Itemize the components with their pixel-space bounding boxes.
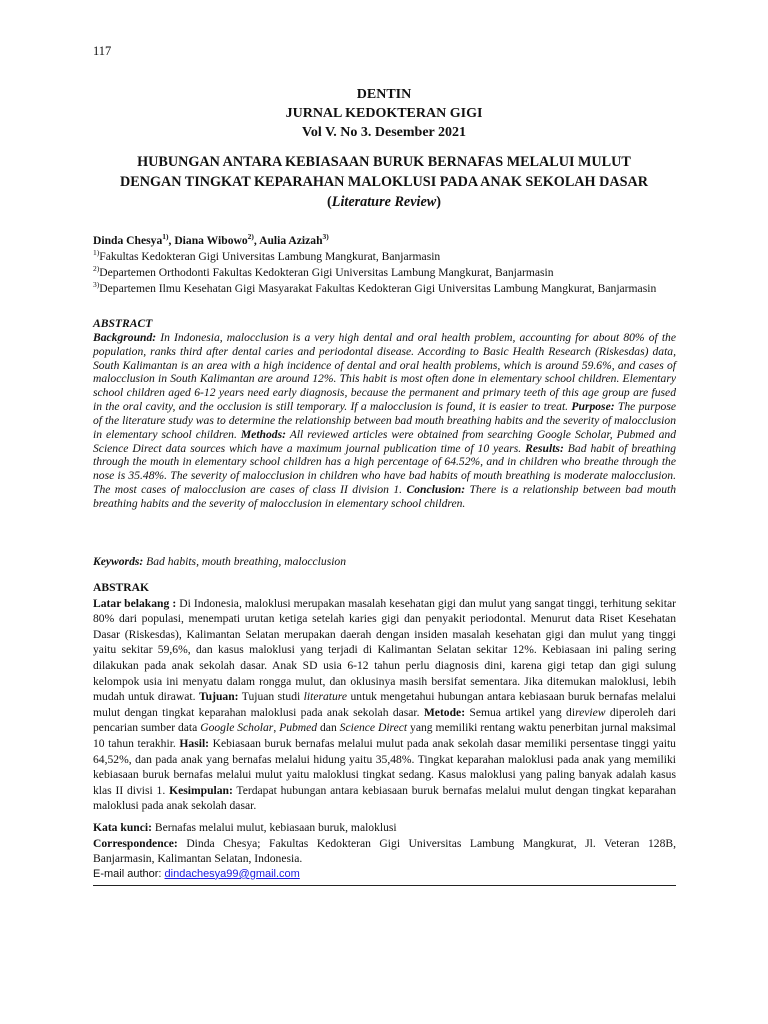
affiliation-2 [93,265,678,281]
affiliation-2-text: Departemen Orthodonti Fakultas Kedokteran Gigi Universitas Lambung Mangkurat, Banjarmasin [99,266,554,279]
metode-text-b: diperoleh dari pencarian sumber data [93,705,676,735]
journal-header [0,85,768,142]
email-link[interactable]: dindachesya99@gmail.com [164,867,300,880]
affiliation-3-text: Departemen Ilmu Kesehatan Gigi Masyarakat Fakultas Kedokteran Gigi Universitas Lambung Mangkurat, Banjarmasin [99,282,657,295]
kesimpulan-label: Kesimpulan: [169,783,233,797]
hasil-label: Hasil: [179,736,210,750]
purpose-text: The purpose of the literature study was to determine the relationship between bad mouth breathing habits and the severity of malocclusion in elementary school children. [93,400,676,441]
author-names [93,233,678,249]
article-type-label: Literature Review [331,194,437,210]
hasil-text: Kebiasaan buruk bernafas melalui mulut pada anak sekolah dasar memiliki persentase tinggi yaitu 64,52%, dan pada anak yang bernafas melalui hidung yaitu 35,48%. Tingkat keparahan maloklusi pada anak yang memiliki kebiasaan buruk bernafas melalui mulut yaitu maloklusi tingkat sedang. Kasus maloklusi yang paling banyak adalah kasus klas II divisi 1. [93,736,676,797]
article-type [60,192,708,212]
metode-google-scholar: Google Scholar [200,721,274,735]
metode-science-direct: Science Direct [339,721,408,735]
keywords-label: Keywords: [93,555,144,568]
abstrak-body [93,596,676,814]
affiliation-1-sup: 1) [93,248,100,258]
author-2-sup: 2) [247,232,254,242]
latar-belakang-text: Di Indonesia, maloklusi merupakan masalah kesehatan gigi dan mulut yang sangat tinggi, terhitung sekitar 80% dari populasi, menempati urutan ketiga setelah karies gigi dan penyakit periodontal. Menurut data Riset Kesehatan Dasar (Riskesdas), Kalimantan Selatan merupakan daerah dengan insiden masalah kesehatan gigi dan mulut yang tinggi yaitu sekitar 59,6%, dan kasus maloklusi yang terjadi di Kalimantan Selatan sekitar 12%. Kebiasaan ini paling sering dilakukan pada anak sekolah dasar. Anak SD usia 6-12 tahun perlu diagnosis dini, karena gigi tetap dan gigi sulung kelompok usia ini menyatu dalam rongga mulut, dan oklusinya masih bersifat sementara. Jika ditemukan maloklusi, lebih mudah untuk dirawat. [93,596,676,704]
author-1-sup: 1) [162,232,169,242]
correspondence-block [93,820,676,882]
keywords-english [93,555,676,568]
results-text: Bad habit of breathing through the mouth in elementary school children has a high percentage of 64.52%, and in children who breathe through the nose is 35.48%. The severity of malocclusion in children who have bad habits of mouth breathing is moderate malocclusion. The most cases of malocclusion are cases of class II division 1. [93,441,676,497]
background-text: In Indonesia, malocclusion is a very high dental and oral health problem, accounting for about 80% of the population, ranks third after dental caries and periodontal disease. According to Basic Health Research (Riskesdas) data, South Kalimantan is an area with a high incidence of dental and oral health problems, which is around 59.6%, and cases of malocclusion in South Kalimantan are around 12%. This habit is most often done in elementary school children. Elementary school children aged 6-12 years need early diagnosis, because the permanent and primary teeth of this age group are fused in the oral cavity, and the occlusion is still temporary. If a malocclusion is found, it is easier to treat. [93,330,676,414]
article-type-close: ) [436,194,441,210]
results-label: Results: [525,441,564,455]
article-type-open: ( [327,194,332,210]
kesimpulan-text: Terdapat hubungan antara kebiasaan buruk bernafas melalui mulut dengan tingkat keparahan maloklusi pada anak sekolah dasar. [93,783,676,813]
author-1: Dinda Chesya [93,234,163,247]
metode-review: review [575,705,606,719]
methods-text: All reviewed articles were obtained from searching Google Scholar, Pubmed and Science Direct data sources which have a maximum journal publication time of 10 years. [93,427,676,455]
header-divider [93,885,676,886]
methods-label: Methods: [240,427,286,441]
journal-subtitle: JURNAL KEDOKTERAN GIGI [285,106,483,121]
affiliation-1 [93,249,678,265]
metode-label: Metode: [423,705,466,719]
article-title [60,152,708,212]
metode-text-e: yang memiliki rentang waktu penerbitan jurnal maksimal 10 tahun terakhir. [93,721,676,750]
affiliation-1-text: Fakultas Kedokteran Gigi Universitas Lambung Mangkurat, Banjarmasin [99,250,441,263]
affiliation-3 [93,281,678,297]
author-3-sup: 3) [322,232,329,242]
abstrak-heading: ABSTRAK [93,581,150,594]
keywords-text: Bad habits, mouth breathing, malocclusion [143,555,347,568]
kata-kunci [93,820,676,836]
affiliation-2-sup: 2) [93,264,100,274]
tujuan-label: Tujuan: [199,690,239,704]
abstract-heading: ABSTRACT [93,317,153,330]
title-line-1: HUBUNGAN ANTARA KEBIASAAN BURUK BERNAFAS MELALUI MULUT [137,154,631,170]
latar-belakang-label: Latar belakang : [93,596,177,610]
kata-kunci-text: Bernafas melalui mulut, kebiasaan buruk, maloklusi [151,821,397,834]
correspondence-label: Correspondence: [93,836,178,850]
conclusion-label: Conclusion: [406,483,466,497]
tujuan-literature: literature [303,690,348,704]
tujuan-text-b: untuk mengetahui hubungan antara kebiasaan buruk bernafas melalui mulut dengan tingkat keparahan maloklusi pada anak sekolah dasar. [93,690,677,719]
background-label: Background: [93,330,157,344]
journal-volume: Vol V. No 3. Desember 2021 [302,125,466,140]
email-label: E-mail author: [93,867,165,880]
abstract-indonesian [93,580,676,814]
kata-kunci-label: Kata kunci: [93,821,152,834]
title-line-2: DENGAN TINGKAT KEPARAHAN MALOKLUSI PADA ANAK SEKOLAH DASAR [119,174,648,190]
journal-name: DENTIN [356,87,412,102]
metode-text-a: Semua artikel yang di [465,705,576,719]
metode-text-c: , [273,721,280,735]
metode-text-d: dan [317,721,340,735]
affiliation-3-sup: 3) [93,280,100,290]
author-block [93,233,678,297]
correspondence-text: Dinda Chesya; Fakultas Kedokteran Gigi Universitas Lambung Mangkurat, Jl. Veteran 128B, Banjarmasin, Kalimantan Selatan, Indonesia. [93,836,676,866]
abstract-body [93,331,676,511]
conclusion-text: There is a relationship between bad mouth breathing habits and the severity of malocclusion in elementary school children. [93,483,677,510]
correspondence [93,836,676,867]
tujuan-text-a: Tujuan studi [238,690,304,704]
author-3: , Aulia Azizah [253,234,323,247]
author-2: , Diana Wibowo [168,234,248,247]
page-number: 117 [93,44,112,58]
email-line [93,867,676,883]
abstract-english [93,317,676,511]
purpose-label: Purpose: [571,400,615,414]
metode-pubmed: Pubmed [279,721,318,735]
